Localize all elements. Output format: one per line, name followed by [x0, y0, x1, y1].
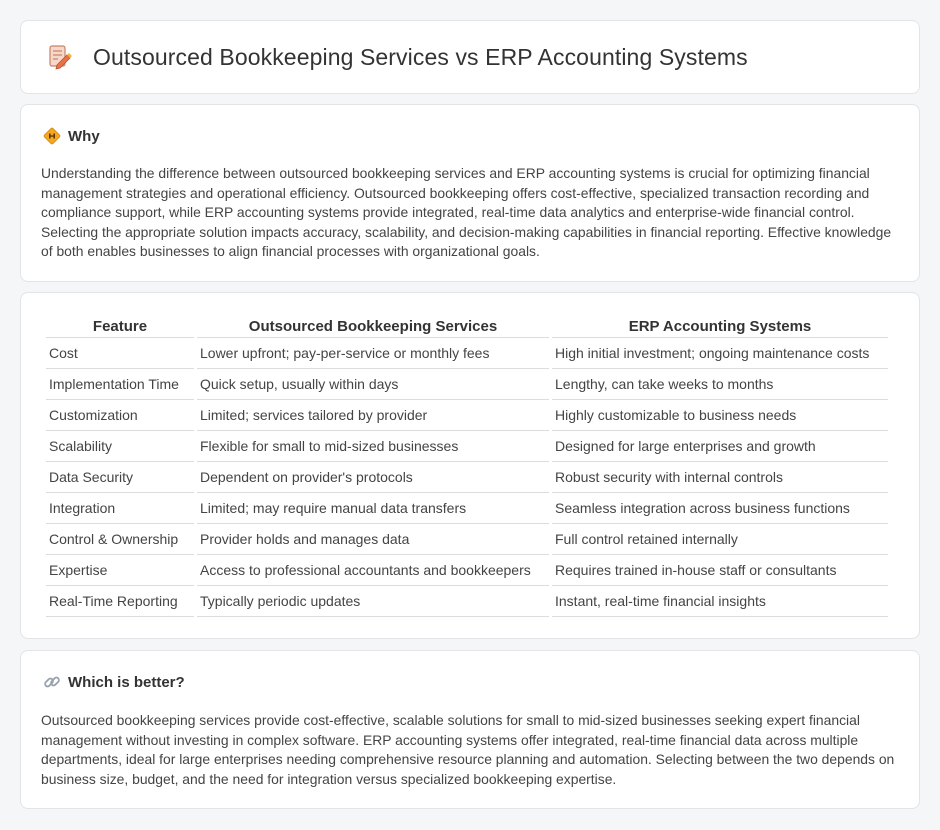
- page-title: Outsourced Bookkeeping Services vs ERP Accounting Systems: [93, 43, 748, 70]
- why-title: Why: [68, 127, 100, 145]
- feature-cell: Data Security: [46, 462, 194, 493]
- table-row: [46, 586, 888, 617]
- outsourced-cell: Limited; services tailored by provider: [197, 400, 549, 431]
- why-text: Understanding the difference between outsourced bookkeeping services and ERP accounting systems is crucial for optimizing financial management strategies and operational efficiency. Outsourced bookkeeping offers cost-effective, specialized transaction recording and compliance support, while ERP accounting systems provide integrated, real-time data analytics and enterprise-wide financial control. Selecting the appropriate solution impacts accuracy, scalability, and decision-making capabilities in financial reporting. Effective knowledge of both enables businesses to align financial processes with organizational goals.: [41, 165, 892, 260]
- erp-cell: Instant, real-time financial insights: [552, 586, 888, 617]
- table-row: [46, 462, 888, 493]
- erp-cell: Highly customizable to business needs: [552, 400, 888, 431]
- table-row: [46, 369, 888, 400]
- outsourced-cell: Access to professional accountants and bookkeepers: [197, 555, 549, 586]
- table-header-row: [46, 316, 888, 338]
- feature-cell: Scalability: [46, 431, 194, 462]
- erp-cell: Full control retained internally: [552, 524, 888, 555]
- erp-cell: Lengthy, can take weeks to months: [552, 369, 888, 400]
- table-row: [46, 524, 888, 555]
- table-row: [46, 555, 888, 586]
- feature-cell: Integration: [46, 493, 194, 524]
- link-icon: [43, 673, 61, 691]
- table-row: [46, 431, 888, 462]
- outsourced-cell: Quick setup, usually within days: [197, 369, 549, 400]
- why-header: [43, 127, 100, 145]
- which-better-text: Outsourced bookkeeping services provide cost-effective, scalable solutions for small to mid-sized businesses seeking expert financial management without investing in complex software. ERP accounting systems offer integrated, real-time financial data across multiple departments, ideal for large enterprises needing comprehensive resource planning and automation. Selecting between the two depends on business size, budget, and the need for integration versus specialized bookkeeping expertise.: [41, 712, 895, 787]
- table-row: [46, 338, 888, 369]
- outsourced-cell: Dependent on provider's protocols: [197, 462, 549, 493]
- comparison-table: [43, 316, 891, 617]
- erp-cell: Designed for large enterprises and growth: [552, 431, 888, 462]
- feature-cell: Expertise: [46, 555, 194, 586]
- feature-cell: Real-Time Reporting: [46, 586, 194, 617]
- comparison-section: [20, 292, 920, 639]
- table-row: [46, 400, 888, 431]
- feature-cell: Implementation Time: [46, 369, 194, 400]
- erp-cell: Seamless integration across business functions: [552, 493, 888, 524]
- feature-cell: Control & Ownership: [46, 524, 194, 555]
- title-card: [20, 20, 920, 94]
- erp-cell: Requires trained in-house staff or consultants: [552, 555, 888, 586]
- which-better-title: Which is better?: [68, 673, 185, 691]
- column-header-feature: Feature: [46, 316, 194, 338]
- which-better-header: [43, 673, 185, 691]
- outsourced-cell: Flexible for small to mid-sized businesses: [197, 431, 549, 462]
- outsourced-cell: Typically periodic updates: [197, 586, 549, 617]
- which-better-section: [20, 650, 920, 809]
- outsourced-cell: Lower upfront; pay-per-service or monthly fees: [197, 338, 549, 369]
- feature-cell: Cost: [46, 338, 194, 369]
- column-header-outsourced: Outsourced Bookkeeping Services: [197, 316, 549, 338]
- edit-document-icon: [45, 43, 73, 71]
- outsourced-cell: Limited; may require manual data transfers: [197, 493, 549, 524]
- table-row: [46, 493, 888, 524]
- erp-cell: High initial investment; ongoing maintenance costs: [552, 338, 888, 369]
- outsourced-cell: Provider holds and manages data: [197, 524, 549, 555]
- title-row: [45, 43, 748, 71]
- column-header-erp: ERP Accounting Systems: [552, 316, 888, 338]
- diamond-sign-icon: [43, 127, 61, 145]
- erp-cell: Robust security with internal controls: [552, 462, 888, 493]
- why-section: [20, 104, 920, 282]
- feature-cell: Customization: [46, 400, 194, 431]
